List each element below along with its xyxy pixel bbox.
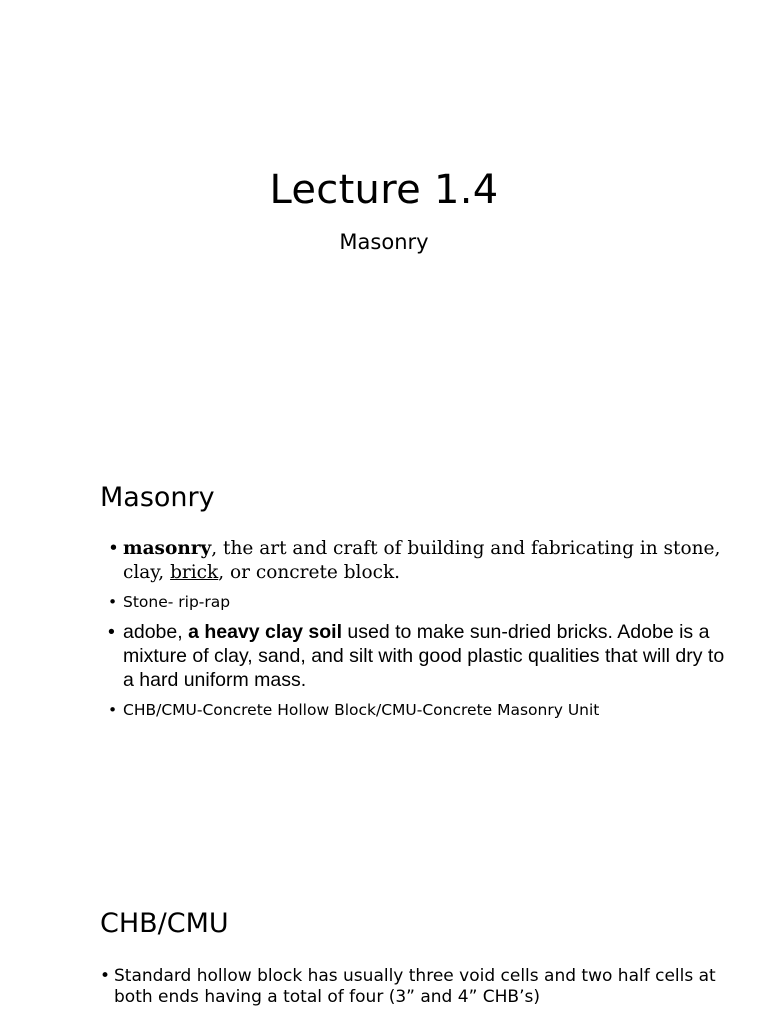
term-masonry: masonry [123, 538, 212, 559]
bullet-adobe [108, 620, 728, 692]
lecture-title: Lecture 1.4 [269, 167, 499, 213]
adobe-lead: adobe, [123, 621, 189, 643]
bullet-list [100, 966, 740, 1008]
slide-heading: Masonry [100, 482, 215, 513]
masonry-slide [0, 430, 768, 860]
definition-text: , the art and craft of building and fabricating in stone, clay, [123, 538, 721, 583]
adobe-bold: a heavy clay soil [188, 621, 342, 643]
bullet-hollow-block-text: Standard hollow block has usually three void cells and two half cells at both ends having a total of four (3” and 4” CHB’s) [114, 966, 716, 1007]
slide-heading: CHB/CMU [100, 908, 229, 939]
bullet-list [108, 537, 728, 720]
chb-cmu-slide [0, 860, 768, 1024]
bullet-chb-cmu [108, 700, 728, 720]
bullet-stone-text: Stone- rip-rap [123, 593, 231, 611]
brick-link[interactable]: brick [170, 562, 219, 583]
definition-text-end: , or concrete block. [218, 562, 401, 583]
bullet-chb-text: CHB/CMU-Concrete Hollow Block/CMU-Concrete Masonry Unit [123, 701, 600, 719]
bullet-standard-hollow-block [100, 966, 740, 1008]
adobe-rest: used to make sun-dried bricks. Adobe is a mixture of clay, sand, and silt with good plastic qualities that will dry to a hard uniform mass. [123, 621, 725, 691]
lecture-subtitle: Masonry [339, 230, 429, 254]
bullet-stone [108, 592, 728, 612]
bullet-masonry-definition [108, 537, 728, 585]
title-slide [0, 0, 768, 430]
